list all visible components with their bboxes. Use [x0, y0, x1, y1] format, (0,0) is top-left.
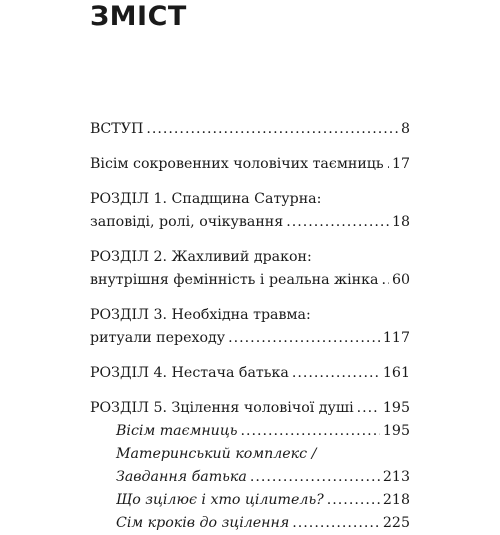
toc-entry-ch3-title[interactable]: РОЗДІЛ 3. Необхідна травма:	[90, 307, 311, 323]
toc-entry-title: РОЗДІЛ 4. Нестача батька	[90, 365, 289, 381]
toc-page-number: 195	[382, 423, 410, 439]
dot-leader	[292, 512, 380, 535]
toc-entry-title: РОЗДІЛ 5. Зцілення чоловічої душі	[90, 400, 354, 416]
page-title: ЗМІСТ	[90, 1, 187, 32]
toc-entry-ch4[interactable]	[90, 362, 410, 385]
dot-leader	[381, 269, 389, 292]
toc-entry-title: внутрішня фемінність і реальна жінка	[90, 272, 379, 288]
dot-leader	[146, 118, 398, 141]
dot-leader	[292, 362, 380, 385]
table-of-contents	[90, 118, 410, 535]
toc-entry-ch1[interactable]	[90, 211, 410, 234]
toc-page-number: 8	[400, 121, 410, 137]
toc-entry-title: ВСТУП	[90, 121, 144, 137]
toc-entry-title: Вісім сокровенних чоловічих таємниць	[90, 156, 384, 172]
toc-page-number: 117	[382, 330, 410, 346]
toc-entry-title: ритуали переходу	[90, 330, 226, 346]
toc-page-number: 18	[391, 214, 410, 230]
toc-entry-secrets[interactable]	[90, 153, 410, 176]
toc-subentry-healer[interactable]	[116, 489, 410, 512]
toc-subentry-mother-title[interactable]: Материнський комплекс /	[116, 446, 317, 462]
toc-entry-title: Сім кроків до зцілення	[116, 515, 290, 531]
toc-entry-ch2-title[interactable]: РОЗДІЛ 2. Жахливий дракон:	[90, 249, 312, 265]
toc-page-number: 213	[382, 469, 410, 485]
toc-entry-ch1-title[interactable]: РОЗДІЛ 1. Спадщина Сатурна:	[90, 191, 322, 207]
toc-subentry-mother[interactable]	[116, 466, 410, 489]
toc-page-number: 161	[382, 365, 410, 381]
toc-entry-ch2[interactable]	[90, 269, 410, 292]
toc-entry-title: заповіді, ролі, очікування	[90, 214, 284, 230]
toc-page-number: 60	[391, 272, 410, 288]
toc-page-number: 17	[391, 156, 410, 172]
toc-page-number: 218	[382, 492, 410, 508]
dot-leader	[327, 489, 380, 512]
toc-subentry-secrets[interactable]	[116, 420, 410, 443]
toc-entry-intro[interactable]	[90, 118, 410, 141]
toc-subentry-steps[interactable]	[116, 512, 410, 535]
dot-leader	[228, 327, 380, 350]
toc-entry-title: Вісім таємниць	[116, 423, 238, 439]
dot-leader	[357, 397, 380, 420]
dot-leader	[286, 211, 389, 234]
toc-entry-ch3[interactable]	[90, 327, 410, 350]
dot-leader	[240, 420, 379, 443]
toc-entry-title: Що зцілює і хто цілитель?	[116, 492, 324, 508]
dot-leader	[250, 466, 380, 489]
toc-page-number: 195	[382, 400, 410, 416]
toc-entry-title: Завдання батька	[116, 469, 247, 485]
dot-leader	[387, 153, 389, 176]
toc-page-number: 225	[382, 515, 410, 531]
toc-entry-ch5[interactable]	[90, 397, 410, 420]
